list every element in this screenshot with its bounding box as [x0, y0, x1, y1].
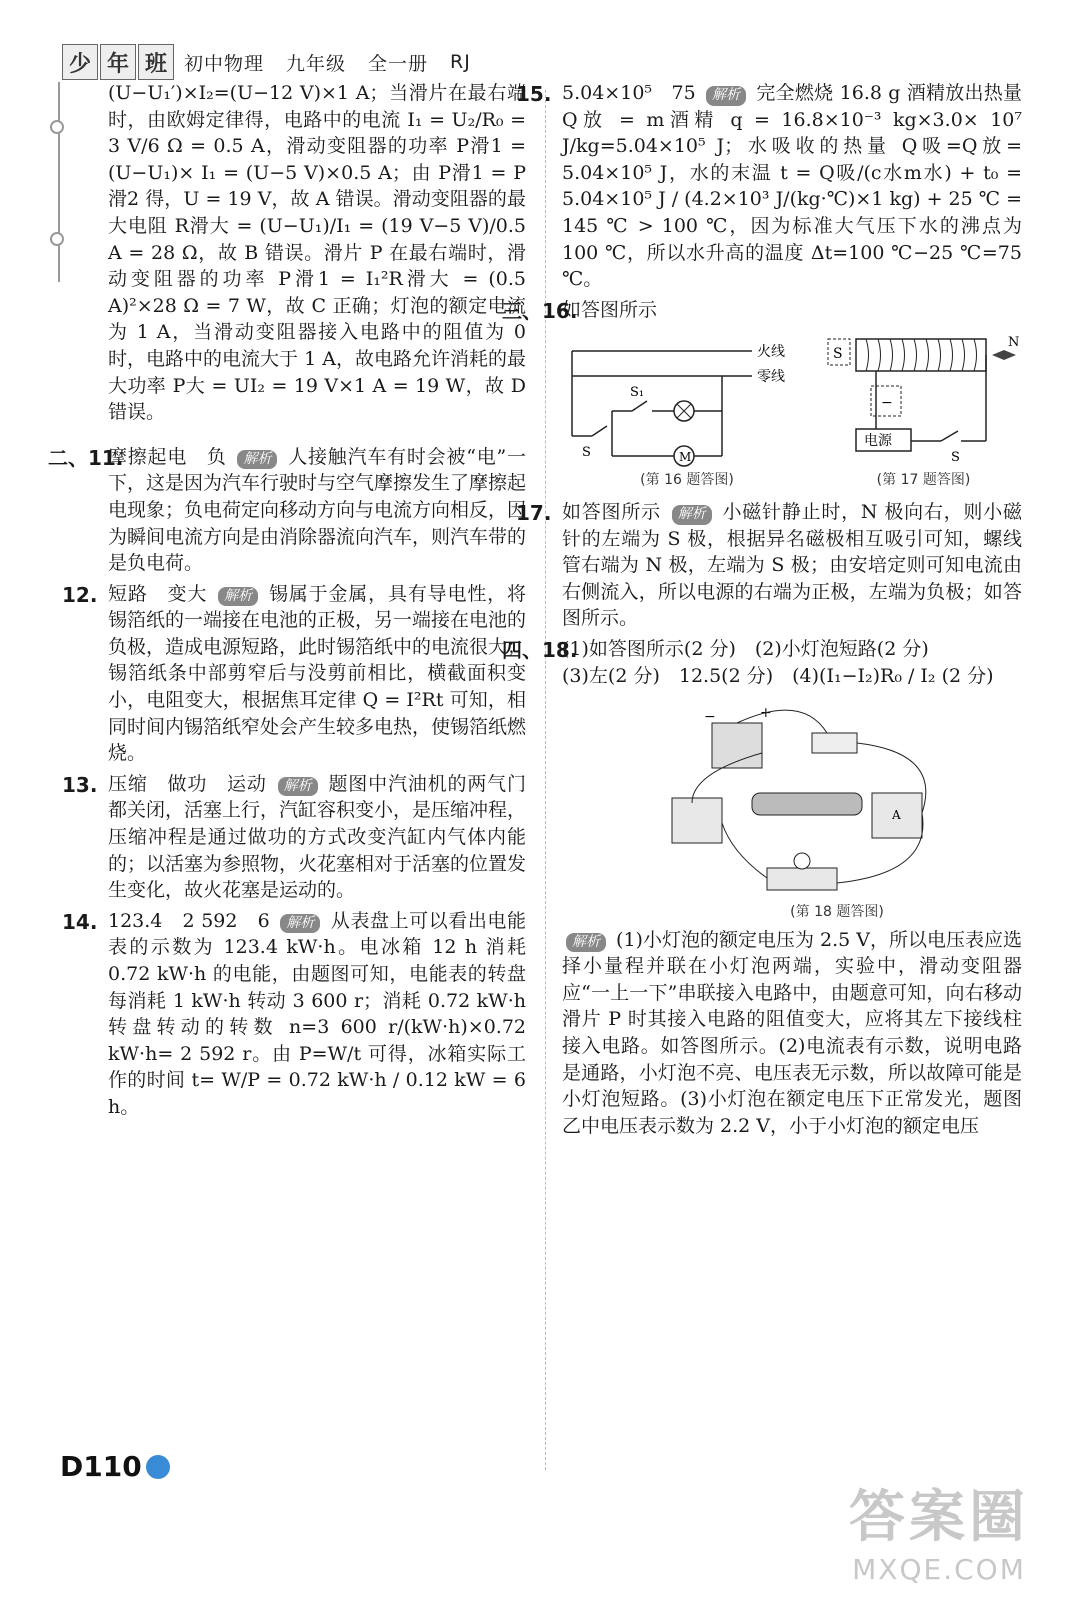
minus-label: −	[881, 395, 893, 412]
figure-16-caption: (第 16 题答图)	[640, 472, 734, 489]
switch-s-label: S	[582, 445, 591, 461]
question-number: 15.	[516, 82, 552, 106]
question-number: 四、18.	[502, 637, 578, 662]
battery-plus-label: +	[760, 705, 772, 722]
question-14	[62, 908, 526, 1121]
analysis-tag: 解析	[566, 933, 606, 953]
figure-17-caption: (第 17 题答图)	[876, 472, 971, 489]
brand-char: 少	[62, 44, 98, 80]
left-column	[48, 80, 527, 1125]
question-13	[62, 771, 527, 904]
decorative-dot	[50, 232, 64, 246]
page-number: D110	[60, 1450, 142, 1483]
page-header	[62, 42, 493, 82]
question-12	[62, 581, 527, 767]
north-label: N	[1008, 335, 1020, 351]
figures-16-17	[562, 331, 1022, 491]
page-footer	[60, 1450, 170, 1483]
ammeter-label: A	[892, 808, 901, 823]
decorative-dot	[50, 120, 64, 134]
answer: 摩擦起电 负	[108, 445, 227, 468]
question-11	[48, 444, 527, 577]
q10-continuation	[108, 80, 526, 426]
answer-line-1: (1)如答图所示(2 分) (2)小灯泡短路(2 分)	[562, 637, 929, 660]
analysis-text: 人接触汽车有时会被“电”一下，这是因为汽车行驶时与空气摩擦发生了摩擦起电现象；负电荷定向移动方向与电流方向相反，因为瞬间电流方向是由消除器流向汽车，则汽车带的是负电荷。	[108, 445, 527, 575]
analysis-tag: 解析	[280, 914, 320, 934]
answer: 123.4 2 592 6	[108, 909, 270, 932]
analysis-text: 从表盘上可以看出电能表的示数为 123.4 kW·h。电冰箱 12 h 消耗 0.72 kW·h 的电能，由题图可知，电能表的转盘每消耗 1 kW·h 转动 3 600 r；消耗 0.72 kW·h 转盘转动的转数 n=3 600 r/(kW·h)×0.72 kW·h= 2 592 r。由 P=W/t 可得，冰箱实际工作的时间 t= W/P = 0.72 kW·h / 0.12 kW = 6 h。	[108, 909, 526, 1118]
answer: 压缩 做功 运动	[108, 772, 267, 795]
analysis-tag: 解析	[237, 450, 277, 470]
header-volume: 全一册	[368, 52, 429, 75]
motor-label: M	[679, 450, 692, 465]
figure-18-caption: (第 18 题答图)	[790, 904, 884, 921]
question-17	[516, 499, 1022, 632]
question-number: 14.	[62, 909, 98, 934]
answer: 5.04×10⁵ 75	[562, 82, 696, 104]
analysis-text: 小磁针静止时，N 极向右，则小磁针的左端为 S 极，根据异名磁极相互吸引可知，螺线管右端为 N 极，左端为 S 极；由安培定则可知电流由右侧流入，所以电源的右端为正极，左端为负极；如答图所示。	[562, 500, 1022, 630]
brand-char: 年	[100, 44, 136, 80]
question-number: 12.	[62, 582, 98, 607]
header-subject: 初中物理	[184, 52, 265, 75]
solenoid-diagram	[826, 331, 1021, 471]
compass-needle-icon	[992, 350, 1016, 360]
brand-logo	[62, 44, 174, 80]
answer: 如答图所示	[562, 500, 661, 523]
analysis-text: (1)小灯泡的额定电压为 2.5 V，所以电压表应选择小量程并联在小灯泡两端，实验中，滑动变阻器应“一上一下”串联接入电路中，由题意可知，向右移动滑片 P 时其接入电路的阻值变大，应将其左下接线柱接入电路。如答图所示。(2)电流表有示数，说明电路是通路，小灯泡不亮、电压表无示数，所以故障可能是小灯泡短路。(3)小灯泡在额定电压下正常发光，题图乙中电压表示数为 2.2 V，小于小灯泡的额定电压	[562, 928, 1022, 1137]
figure-18	[652, 693, 1022, 923]
question-18	[502, 636, 1022, 689]
switch-s1-label: S₁	[630, 385, 645, 401]
house-circuit-diagram	[562, 331, 812, 471]
watermark	[849, 1473, 1029, 1586]
watermark-text: 答案圈	[849, 1485, 1029, 1550]
analysis-text: 锡属于金属，具有导电性，将锡箔纸的一端接在电池的正极，另一端接在电池的负极，造成电源短路，此时锡箔纸中的电流很大；锡箔纸条中部剪窄后与没剪前相比，横截面积变小，电阻变大，根据焦耳定律 Q = I²Rt 可知，相同时间内锡箔纸窄处会产生较多电热，使锡箔纸燃烧。	[108, 582, 527, 765]
figure-17	[826, 331, 1021, 491]
q10-text: (U−U₁′)×I₂=(U−12 V)×1 A；当滑片在最右端时，由欧姆定律得，电路中的电流 I₁ = U₂/R₀ = 3 V/6 Ω = 0.5 A，滑动变阻器的功率 P滑1 = (U−U₁)× I₁ = (U−5 V)×0.5 A；由 P滑1 = P滑2 得，U = 19 V，故 A 错误。滑动变阻器的最大电阻 R滑大 = (U−U₁)/I₁ = (19 V−5 V)/0.5 A = 28 Ω，故 B 错误。滑片 P 在最右端时，滑动变阻器的功率 P滑1 = I₁²R滑大 = (0.5 A)²×28 Ω = 7 W，故 C 正确；灯泡的额定电流为 1 A，当滑动变阻器接入电路中的阻值为 0 时，电路中的电流大于 1 A，故电路允许消耗的最大功率 P大 = UI₂ = 19 V×1 A = 19 W，故 D 错误。	[108, 82, 526, 424]
question-number: 三、16.	[502, 298, 578, 323]
experiment-circuit-diagram	[652, 693, 952, 903]
switch-label: S	[951, 450, 960, 466]
switch-box-label: S	[833, 346, 843, 363]
live-wire-label: 火线	[757, 344, 785, 361]
answer: 短路 变大	[108, 582, 208, 605]
neutral-wire-label: 零线	[757, 369, 785, 386]
answer-line-2: (3)左(2 分) 12.5(2 分) (4)(I₁−I₂)R₀ / I₂ (2 分)	[562, 664, 994, 687]
question-number: 二、11.	[48, 445, 124, 470]
right-column	[502, 80, 1022, 1143]
page-dot-icon	[146, 1455, 170, 1479]
answer: 如答图所示	[562, 298, 658, 321]
battery-minus-label: −	[704, 709, 716, 726]
decorative-line	[58, 82, 60, 282]
header-grade: 九年级	[286, 52, 347, 75]
watermark-url: MXQE.COM	[852, 1553, 1026, 1586]
analysis-text: 完全燃烧 16.8 g 酒精放出热量 Q放 = m酒精 q = 16.8×10⁻³ kg×3.0× 10⁷ J/kg=5.04×10⁵ J；水吸收的热量 Q吸=Q放= 5.04×10⁵ J，水的末温 t = Q吸/(c水m水) + t₀ = 5.04×10⁵ J / (4.2×10³ J/(kg·℃)×1 kg) + 25 ℃ = 145 ℃ > 100 ℃，因为标准大气压下水的沸点为 100 ℃，所以水升高的温度 Δt=100 ℃−25 ℃=75 ℃。	[562, 82, 1022, 291]
brand-char: 班	[138, 44, 174, 80]
figure-16	[562, 331, 812, 491]
analysis-18	[562, 927, 1022, 1140]
analysis-tag: 解析	[218, 587, 258, 607]
analysis-tag: 解析	[278, 777, 318, 797]
analysis-tag: 解析	[672, 505, 712, 525]
question-number: 17.	[516, 500, 552, 525]
analysis-text: 题图中汽油机的两气门都关闭，活塞上行，汽缸容积变小，是压缩冲程，压缩冲程是通过做功的方式改变汽缸内气体内能的；以活塞为参照物，火花塞相对于活塞的位置发生变化，故火花塞是运动的。	[108, 772, 527, 902]
power-source-label: 电源	[864, 433, 892, 450]
analysis-tag: 解析	[706, 86, 746, 106]
question-15	[516, 80, 1022, 293]
question-number: 13.	[62, 772, 98, 797]
header-edition: RJ	[450, 51, 471, 73]
question-16	[502, 297, 1022, 324]
